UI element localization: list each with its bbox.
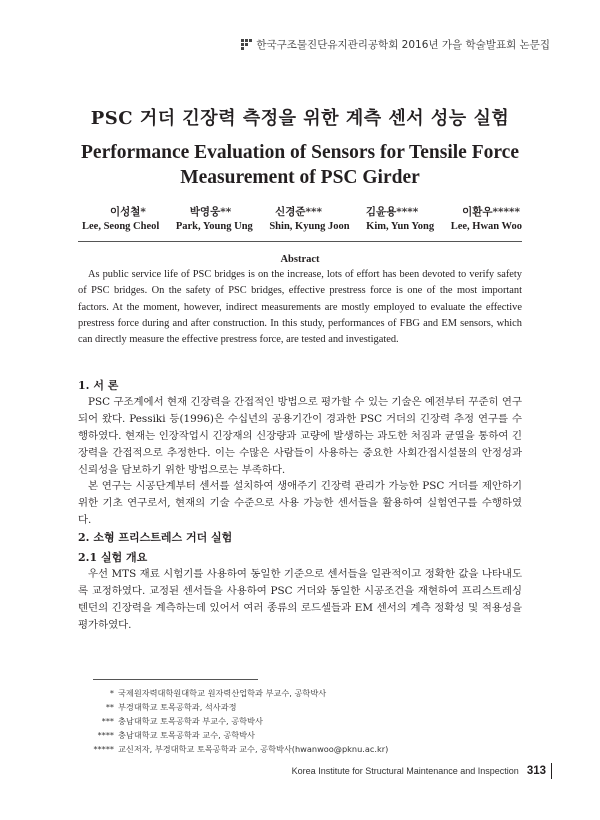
section-1-heading: 1. 서 론 [78, 379, 119, 392]
footer-divider [551, 763, 552, 779]
footnote [78, 700, 388, 714]
abstract-heading: Abstract [280, 254, 320, 265]
section-2-heading: 2. 소형 프리스트레스 거더 실험 [78, 531, 233, 544]
footnote [78, 728, 388, 742]
author-ko-5: 이환우***** [462, 206, 520, 218]
proceedings-title: 한국구조물진단유지관리공학회 2016년 가을 학술발표회 논문집 [256, 39, 550, 51]
author-ko-2: 박영웅** [189, 206, 232, 218]
author-en-3: Shin, Kyung Joon [269, 221, 350, 232]
footnote-mark: ***** [93, 744, 114, 754]
authors-english [82, 221, 522, 232]
footnote-text: 충남대학교 토목공학과 부교수, 공학박사 [118, 716, 263, 726]
footnote [78, 714, 388, 728]
footnotes [78, 686, 388, 756]
abstract-text: As public service life of PSC bridges is on the increase, lots of effort has been devoted to verify safety of PSC bridges. On the safety of PSC bridges, effective prestress force is one of the most important factors. At the moment, however, indirect measurements are mostly employed to evaluate the effective prestress force during and after construction. In this study, performances of FBG and EM sensors, which can directly measure the effective prestress force, are tested and investigated. [78, 269, 522, 346]
running-header [240, 37, 550, 52]
header-divider [78, 241, 522, 242]
section-1-paragraph-1: PSC 구조계에서 현재 긴장력을 간접적인 방법으로 평가할 수 있는 기술은 예전부터 꾸준히 연구되어 왔다. Pessiki 등(1996)은 수십년의 공용기간이 경과한 PSC 거더의 긴장력 추정 연구를 수행하였다. 현재는 인장작업시 긴장재의 신장량과 교량에 발생하는 과도한 처짐과 균열을 통하여 긴장력을 간접적으로 추정한다. 이는 수많은 사람들이 사용하는 중요한 사회간접시설물의 안정성과 신뢰성을 담보하기 위한 방법으로는 부족하다. [78, 396, 522, 476]
section-2-1-paragraph: 우선 MTS 재료 시험기를 사용하여 동일한 기준으로 센서들을 일관적이고 정확한 값을 나타내도록 교정하였다. 교정된 센서들을 사용하여 PSC 거더와 동일한 시공조건을 재현하여 프리스트레싱 텐던의 긴장력을 계측하는데 있어서 여러 종류의 로드셀들과 EM 센서의 계측 정확성 및 적용성을 평가하였다. [78, 568, 522, 631]
author-en-1: Lee, Seong Cheol [82, 221, 160, 232]
footnote-text: 교신저자, 부경대학교 토목공학과 교수, 공학박사(hwanwoo@pknu.ac.kr) [118, 744, 389, 754]
section-1-paragraph-2: 본 연구는 시공단계부터 센서를 설치하여 생애주기 긴장력 관리가 가능한 PSC 거더를 제안하기 위한 기초 연구로서, 현재의 기술 수준으로 사용 가능한 센서들을 활용하여 실험연구를 수행하였다. [78, 480, 522, 526]
author-en-2: Park, Young Ung [175, 221, 253, 232]
footnote-divider [93, 679, 258, 680]
footnote-mark: * [109, 688, 114, 698]
society-logo-icon [240, 39, 252, 51]
author-ko-3: 신경준*** [275, 206, 322, 218]
page-footer [292, 763, 552, 779]
footnote-mark: *** [101, 716, 114, 726]
footer-organization: Korea Institute for Structural Maintenance and Inspection [291, 766, 519, 776]
footnote-text: 충남대학교 토목공학과 교수, 공학박사 [118, 730, 255, 740]
footnote [78, 742, 388, 756]
author-ko-4: 김윤용**** [365, 206, 419, 218]
footnote-text: 부경대학교 토목공학과, 석사과정 [118, 702, 237, 712]
footnote [78, 686, 388, 700]
footnote-text: 국제원자력대학원대학교 원자력산업학과 부교수, 공학박사 [118, 688, 327, 698]
author-ko-1: 이성철* [110, 206, 146, 218]
paper-title-korean: PSC 거더 긴장력 측정을 위한 계측 센서 성능 실험 [90, 108, 510, 129]
footnote-mark: **** [97, 730, 114, 740]
footnote-mark: ** [105, 702, 114, 712]
authors-korean [80, 204, 520, 219]
section-2-1-heading: 2.1 실험 개요 [78, 551, 148, 564]
author-en-5: Lee, Hwan Woo [450, 221, 522, 232]
page-number: 313 [526, 765, 546, 777]
author-en-4: Kim, Yun Yong [366, 221, 435, 232]
paper-title-english: Performance Evaluation of Sensors for Tensile Force Measurement of PSC Girder [81, 142, 519, 188]
